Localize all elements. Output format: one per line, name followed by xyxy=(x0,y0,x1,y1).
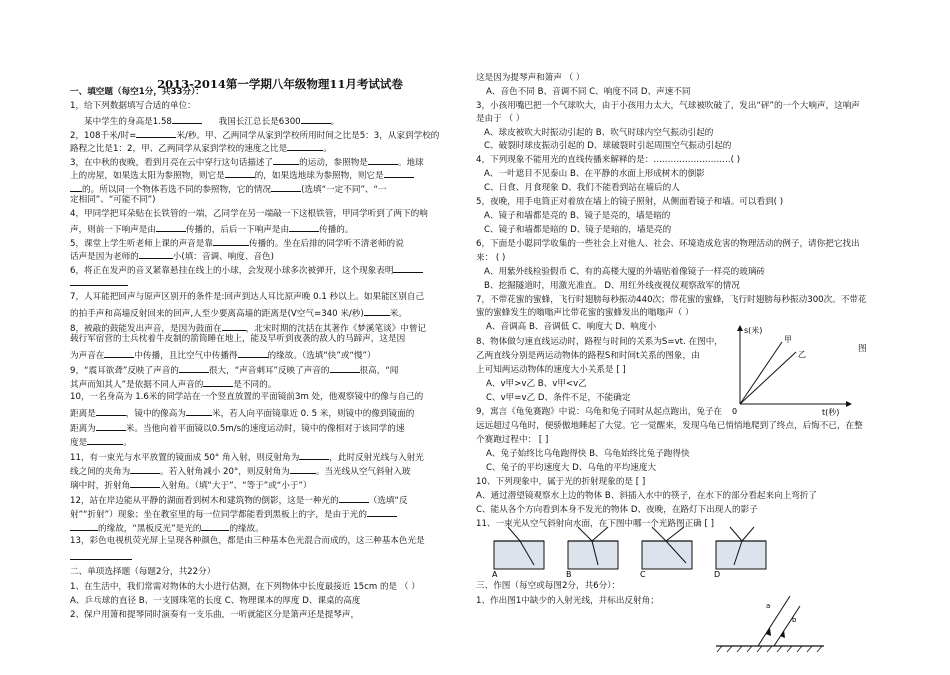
figure-label: 图 xyxy=(858,344,867,354)
question-3: 3，在中秋的夜晚，看到月亮在云中穿行这句话描述了 的运动，参照物是 。地球 xyxy=(70,154,424,170)
question-5: 5，课堂上学生听老师上课的声音是靠 传播的。坐在后排的同学听不清老师的说 xyxy=(70,235,404,251)
question-10: 10，一名身高为 1.6米的同学站在一个竖直放置的平面镜前3m 处，他观察镜中的像与自己的 xyxy=(70,392,424,402)
blank[interactable] xyxy=(172,113,202,124)
mc-question-7-b: 蜜的蜜蜂发生的嗡嗡声比带花蜜的蜜蜂发出的嗡嗡声（ ） xyxy=(476,308,694,318)
question-11: 11，有一束光与水平放置的镜面成 50° 角入射，则反射角为 ，此时反射光线与入射光 xyxy=(70,449,424,465)
reflected-ray-d xyxy=(742,527,754,541)
mc-question-5-options-ab: A、镜子和墙都是亮的 B、镜子是亮的，墙是暗的 xyxy=(484,211,671,221)
exam-title: 2013-2014第一学期八年级物理11月考试试卷 xyxy=(157,77,403,91)
question-13-b xyxy=(70,549,132,565)
blank[interactable] xyxy=(330,362,360,373)
mc-question-2: 2、保户用箫和提琴同时演奏有一支乐曲，一听就能区分是箫声还是提琴声， xyxy=(70,610,360,620)
blank[interactable] xyxy=(87,434,123,445)
ray-a-label: a xyxy=(766,602,771,610)
section-multiple-choice: 二、单项选择题（每题2分，共22分） xyxy=(70,567,216,577)
st-graph xyxy=(730,322,860,417)
ray-b xyxy=(774,606,800,646)
blank[interactable] xyxy=(96,420,126,431)
blank[interactable] xyxy=(271,181,301,192)
line-jia xyxy=(740,342,782,404)
question-13: 13，彩色电视机荧光屏上呈现各种颜色，都是由三种基本色光混合而成的，这三种基本色光是 xyxy=(70,536,425,546)
mc-question-4-options-cd: C、日食、月食现象 D、我们不能看到站在墙后的人 xyxy=(484,183,680,193)
blank[interactable] xyxy=(273,154,299,165)
mc-question-8-b: 乙两直线分别是两运动物体的路程S和时间t关系的图象，由 xyxy=(476,351,700,361)
question-5-b: 话声是因为老师的 小(填：音调、响度、音色) xyxy=(70,248,274,264)
mc-question-2-cont: 这是因为提琴声和箫声 （ ） xyxy=(476,73,585,83)
diagram-d[interactable] xyxy=(714,527,766,579)
mc-question-6: 6，下面是小聪同学收集的一些社会上对他人、社会、环境造成危害的物理活动的例子，请你把它找出 xyxy=(476,239,860,249)
diagram-b[interactable] xyxy=(566,527,618,579)
diagram-c[interactable] xyxy=(640,527,692,579)
mc-question-3-options-ab: A、球皮被吹大时振动引起的 B、吹气时球内空气振动引起的 xyxy=(484,128,714,138)
option-b-label: B xyxy=(566,570,572,579)
y-arrow-icon xyxy=(737,325,743,331)
incident-ray-b xyxy=(578,527,592,541)
arrow-b-icon xyxy=(780,630,785,638)
question-12-b: 射”“折射”）现象；坐在教室里的每一位同学都能看到黑板上的字，是由于光的 xyxy=(70,506,397,522)
blank[interactable] xyxy=(186,405,212,416)
mc-question-6-options-bd: B、挖掘隧道时，用激光准直。 D、用红外线夜视仪观察敌军的情况 xyxy=(484,281,740,291)
line-jia-label: 甲 xyxy=(784,335,792,344)
blank[interactable] xyxy=(70,275,128,286)
question-6-b xyxy=(70,275,128,291)
blank[interactable] xyxy=(213,235,249,246)
mc-question-1: 1、在生活中，我们常需对物体的大小进行估测，在下列物体中长度最接近 15cm 的是 （ ） xyxy=(70,582,420,592)
mc-question-4-options-ab: A、一叶遮目不见泰山 B、在平静的水面上形成树木的倒影 xyxy=(484,169,705,179)
question-2: 2，108千米/时= 米/秒。甲、乙两同学从家到学校所用时间之比是5：3，从家到学校的 xyxy=(70,127,439,143)
question-10-c: 距离为 米。当他向着平面镜以0.5m/s的速度运动时，镜中的像相对于该同学的速 xyxy=(70,420,404,436)
option-a-label: A xyxy=(492,570,498,579)
question-3-d: 定相同”、“可能不同”) xyxy=(70,195,156,205)
question-8: 8，被敲的鼓能发出声音，是因为鼓面在 ，北宋时期的沈括在其著作《梦溪笔谈》中曾记 xyxy=(70,320,426,336)
mc-question-7-options: A、音调高 B、音调低 C、响度大 D、响度小 xyxy=(486,322,657,332)
blank[interactable] xyxy=(367,506,397,517)
mc-question-9-options-ab: A、兔子始终比乌龟跑得快 B、乌龟始终比兔子跑得快 xyxy=(486,449,690,459)
question-7: 7，人耳能把回声与原声区别开的条件是:回声到达人耳比原声晚 0.1 秒以上。如果能区别自己 xyxy=(70,292,425,302)
question-3-c: 的。所以同一个物体若选不同的参照物，它的情况 (选填“一定不同”、“一 xyxy=(70,181,387,197)
ray-a xyxy=(758,596,790,646)
incident-ray-a xyxy=(508,527,520,541)
question-8-c: 为声音在 中传播，且比空气中传播得 的缘故。（选填“快”或“慢”） xyxy=(70,347,376,363)
blank[interactable] xyxy=(289,221,319,232)
mc-question-7: 7，不带花蜜的蜜蜂，飞行时翅膀每秒振动440次；带花蜜的蜜蜂，飞行时翅膀每秒振动300次。不带花 xyxy=(476,295,867,305)
blank[interactable] xyxy=(368,154,398,165)
incident-ray-d xyxy=(730,527,742,541)
blank[interactable] xyxy=(179,362,209,373)
question-6: 6，将正在发声的音叉紧靠悬挂在线上的小球，会发现小球多次被弹开，这个现象表明 xyxy=(70,262,423,278)
line-yi xyxy=(740,352,796,404)
blank[interactable] xyxy=(238,347,268,358)
mc-question-5-options-cd: C、镜子和墙都是暗的 D、镜子是暗的，墙是亮的 xyxy=(484,225,672,235)
ray-b-label: b xyxy=(792,616,797,624)
question-2-b: 路程之比是1：2，甲、乙两同学从家到学校的速度之比是 。 xyxy=(70,140,332,156)
blank[interactable] xyxy=(299,449,329,460)
blank[interactable] xyxy=(287,140,323,151)
reflected-ray-b xyxy=(592,527,608,541)
blank[interactable] xyxy=(290,463,316,474)
question-11-b: 线之间的夹角为 。若入射角减小 20°，则反射角为 。当光线从空气斜射入玻 xyxy=(70,463,410,479)
water-c xyxy=(642,541,692,569)
mc-question-9-b: 远远超过乌龟时，便骄傲地睡起了大觉。它一觉醒来，发现乌龟已悄悄地爬到了终点，后悔不已，在整 xyxy=(476,421,863,431)
blank[interactable] xyxy=(222,320,246,331)
option-d-label: D xyxy=(714,570,721,579)
optics-diagrams xyxy=(490,525,790,580)
mc-question-10-options-cd: C、能从各个方向看到本身不发光的物体 D、夜晚，在路灯下出现人的影子 xyxy=(476,505,758,515)
blank[interactable] xyxy=(70,181,82,192)
question-9: 9，“震耳欲聋”反映了声音的 很大，“声音刺耳”反映了声音的 很高，“闻 xyxy=(70,362,398,378)
mc-question-1-options: A、乒乓球的直径 B、一支圆珠笔的长度 C、物理课本的厚度 D、课桌的高度 xyxy=(70,596,361,606)
blank[interactable] xyxy=(364,305,390,316)
mc-question-8-c: 上可知两运动物体的速度大小关系是 [ ] xyxy=(476,365,626,375)
blank[interactable] xyxy=(130,463,160,474)
mc-question-6-options-ac: A、用紫外线检验假币 C、有的高楼大厦的外墙贴着像镜子一样亮的玻璃砖 xyxy=(484,267,766,277)
mirror-hatching xyxy=(717,646,822,652)
mc-question-4: 4，下列现象不能用光的直线传播来解释的是：………………………( ) xyxy=(476,155,741,165)
blank[interactable] xyxy=(203,376,233,387)
mc-question-8-options-ab: A、v甲>v乙 B、v甲<v乙 xyxy=(486,379,587,389)
mc-question-3-b: 是由于 （ ） xyxy=(476,114,525,124)
blank[interactable] xyxy=(156,221,186,232)
blank[interactable] xyxy=(136,127,176,138)
mc-question-8-options-cd: C、v甲=v乙 D、条件不足，不能确定 xyxy=(486,393,631,403)
blank[interactable] xyxy=(393,262,423,273)
blank[interactable] xyxy=(70,520,98,531)
mc-question-9-options-cd: C、兔子的平均速度大 D、乌龟的平均速度大 xyxy=(486,463,657,473)
blank[interactable] xyxy=(139,248,173,259)
mc-question-3-options-cd: C、破裂时球皮振动引起的 D、球破裂时引起周围空气振动引起的 xyxy=(484,141,732,151)
mc-question-8: 8、物体做匀速直线运动时，路程与时间的关系为S=vt. 在图中， xyxy=(476,337,723,347)
mc-question-9-c: 个赛跑过程中： [ ] xyxy=(476,435,549,445)
diagram-a[interactable] xyxy=(492,527,544,579)
mc-question-2-options: A、音色不同 B、音调不同 C、响度不同 D、声速不同 xyxy=(486,87,691,97)
drawing-question-1: 1、作出图1中缺少的入射光线，并标出反射角； xyxy=(476,596,659,606)
blank[interactable] xyxy=(104,347,134,358)
x-axis-label: t(秒) xyxy=(822,408,840,417)
question-9-b: 其声而知其人”是依据不同人声音的 是不同的。 xyxy=(70,376,276,392)
mc-question-10: 10、下列现象中，属于光的折射现象的是 [ ] xyxy=(476,477,646,487)
question-4-b: 声，则前一下响声是由 传播的，后后一下响声是由 传播的。 xyxy=(70,221,353,237)
reflected-ray-c xyxy=(666,527,684,541)
question-8-b: 载行军宿营的士兵枕着牛皮制的箭筒睡在地上，能及早听到夜袭的敌人的马蹄声，这是因 xyxy=(70,334,406,344)
mc-question-9: 9，寓言《龟兔赛跑》中说：乌龟和兔子同时从起点跑出，兔子在 xyxy=(476,407,723,417)
question-7-b: 的拍手声和高墙反射回来的回声,人至少要离高墙的距离是(V空气=340 米/秒) 米。 xyxy=(70,305,407,321)
blank[interactable] xyxy=(384,167,414,178)
incident-ray-c xyxy=(652,527,666,541)
question-4: 4，甲同学把耳朵贴在长铁管的一端，乙同学在另一端敲一下这根铁管，甲同学听到了两下的响 xyxy=(70,209,428,219)
blank[interactable] xyxy=(301,113,331,124)
blank[interactable] xyxy=(339,492,369,503)
blank[interactable] xyxy=(96,405,126,416)
mc-question-6-b: 来： ( ) xyxy=(476,253,506,263)
mirror-figure xyxy=(700,592,840,672)
line-yi-label: 乙 xyxy=(798,350,806,359)
mc-question-10-options-ab: A、通过潜望镜观察水上边的物体 B、斜插入水中的筷子，在水下的部分看起来向上弯折了 xyxy=(476,491,818,501)
question-10-b: 距离是 ，镜中的像高为 米，若人向平面镜靠近 0. 5 米，则镜中的像到镜面的 xyxy=(70,405,414,421)
y-axis-label: s(米) xyxy=(744,326,763,335)
question-11-c: 璃中时，折射角 入射角。（填“大于”、“等于”或“小于”） xyxy=(70,477,312,493)
question-12-c: 的缘故，“黑板反光”是光的 的缘故。 xyxy=(70,520,264,536)
origin-label: 0 xyxy=(732,407,738,416)
blank[interactable] xyxy=(130,477,160,488)
section-fill-in: 一、填空题（每空1分，共33分）： xyxy=(70,87,204,97)
section-drawing: 三、作图（每空或每图2分，共6分）： xyxy=(476,581,621,591)
x-arrow-icon xyxy=(846,401,852,407)
question-3-b: 上的房屋，如果选太阳为参照物，则它是 的，如果选地球为参照物，则它是 xyxy=(70,167,414,183)
blank[interactable] xyxy=(201,520,229,531)
blank[interactable] xyxy=(225,167,255,178)
question-1-a: 某中学生的身高是1.58 我国长江总长是6300 。 xyxy=(84,113,339,129)
mc-question-5: 5，夜晚，用手电筒正对着放在墙上的镜子照射，从侧面看镜子和墙。可以看到( ) xyxy=(476,197,784,207)
question-1: 1，给下列数据填写合适的单位： xyxy=(70,101,196,111)
mc-question-3: 3，小孩用嘴巴把一个气球吹大，由于小孩用力太大，气球被吹破了，发出“砰”的一个大响声，这响声 xyxy=(476,101,860,111)
blank[interactable] xyxy=(70,549,132,560)
question-10-d: 度是 。 xyxy=(70,434,132,450)
water-a xyxy=(494,541,544,569)
question-12: 12，站在岸边能从平静的湖面看到树木和建筑物的倒影，这是一种光的 （选填“反 xyxy=(70,492,408,508)
option-c-label: C xyxy=(640,570,646,579)
mc-question-11: 11、一束光从空气斜射向水面，在下图中哪一个光路图正确 [ ] xyxy=(476,519,714,529)
